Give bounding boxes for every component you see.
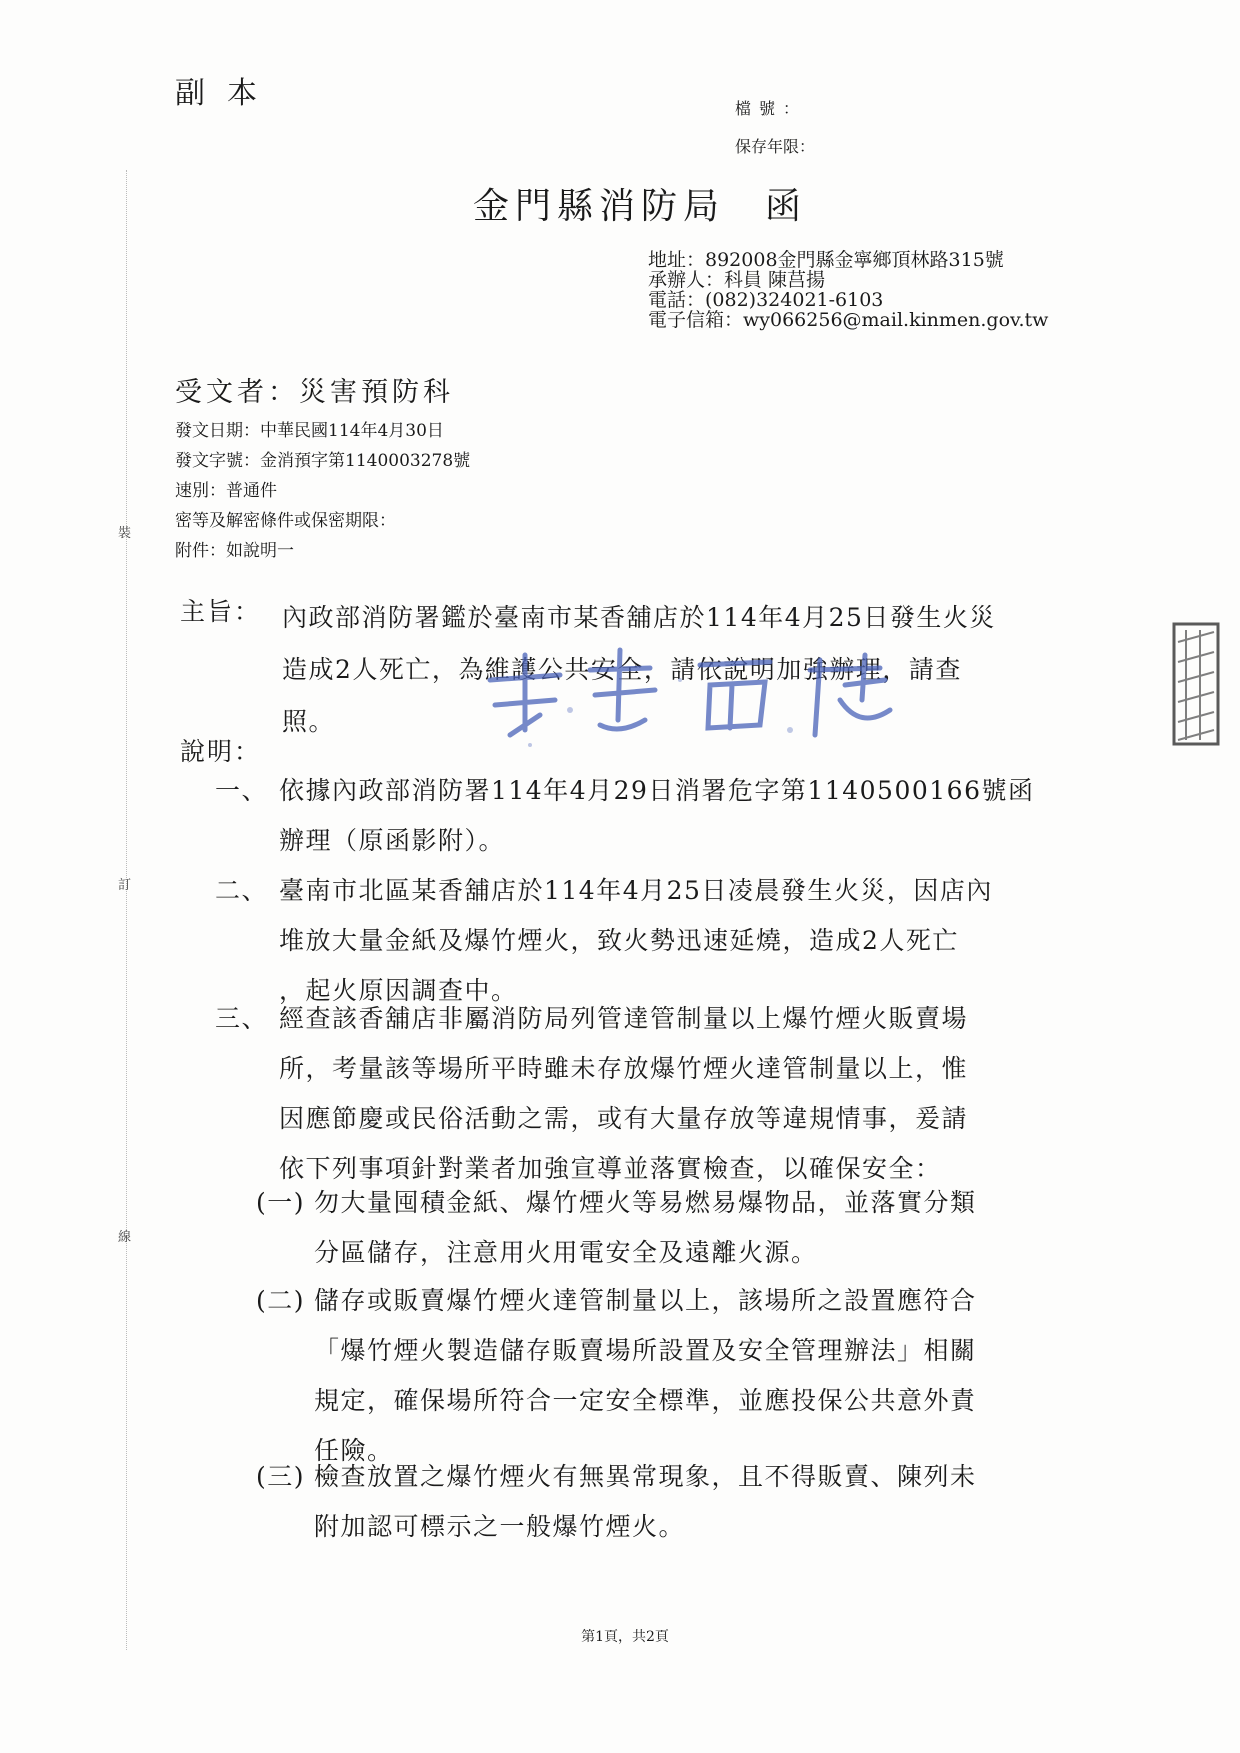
subject-line: 造成2人死亡，為維護公共安全，請依說明加強辦理，請查 xyxy=(282,655,962,684)
binding-mark-ding: 訂 xyxy=(118,878,132,893)
title-organization: 金門縣消防局 xyxy=(472,186,725,227)
subject-body xyxy=(282,592,1132,748)
subject-line: 照。 xyxy=(282,707,336,736)
document-meta xyxy=(175,416,470,566)
sub-item-line: 分區儲存，注意用火用電安全及遠離火源。 xyxy=(314,1238,818,1267)
page-number: 第1頁，共2頁 xyxy=(581,1629,669,1645)
binding-mark-zhuang: 裝 xyxy=(118,526,132,541)
subject-line: 內政部消防署鑑於臺南市某香舖店於114年4月25日發生火災 xyxy=(282,603,996,632)
sub-item-line: 儲存或販賣爆竹煙火達管制量以上，該場所之設置應符合 xyxy=(314,1286,977,1315)
sub-item-line: 勿大量囤積金紙、爆竹煙火等易燃易爆物品，並落實分類 xyxy=(314,1188,977,1217)
title-type: 函 xyxy=(765,186,808,227)
secrecy-level: 密等及解密條件或保密期限： xyxy=(175,511,396,531)
sub-item-line: 附加認可標示之一般爆竹煙火。 xyxy=(314,1512,686,1541)
sub-item-line: 「爆竹煙火製造儲存販賣場所設置及安全管理辦法」相關 xyxy=(314,1336,977,1365)
explanation-label: 說明： xyxy=(180,737,262,766)
sub-item-number: (一) xyxy=(256,1188,306,1217)
contact-block xyxy=(648,250,1048,330)
item-line: 因應節慶或民俗活動之需，或有大量存放等違規情事，爰請 xyxy=(279,1104,969,1133)
recipient: 受文者：災害預防科 xyxy=(175,377,454,408)
item-number: 一、 xyxy=(215,776,269,805)
subject-label: 主旨： xyxy=(180,597,262,626)
sub-item-line: 任險。 xyxy=(314,1436,394,1465)
sub-item-line: 檢查放置之爆竹煙火有無異常現象，且不得販賣、陳列未 xyxy=(314,1462,977,1491)
item-line: ，起火原因調查中。 xyxy=(279,976,518,1005)
item-line: 經查該香舖店非屬消防局列管達管制量以上爆竹煙火販賣場 xyxy=(279,1004,969,1033)
copy-mark: 副本 xyxy=(175,76,279,111)
contact-email: 電子信箱：wy066256@mail.kinmen.gov.tw xyxy=(648,309,1049,331)
document-number: 發文字號：金消預字第1140003278號 xyxy=(175,451,471,471)
contact-handler: 承辦人：科員 陳莒揚 xyxy=(648,269,826,291)
item-line: 堆放大量金紙及爆竹煙火，致火勢迅速延燒，造成2人死亡 xyxy=(279,926,959,955)
item-number: 三、 xyxy=(215,1004,269,1033)
retention-period-label: 保存年限： xyxy=(735,137,816,156)
delivery-speed: 速別：普通件 xyxy=(175,481,277,501)
item-line: 辦理（原函影附）。 xyxy=(279,826,506,855)
official-seal-fragment xyxy=(1166,622,1220,748)
sub-item-line: 規定，確保場所符合一定安全標準，並應投保公共意外責 xyxy=(314,1386,977,1415)
document-title xyxy=(0,178,1240,229)
file-number-label: 檔號： xyxy=(735,99,808,118)
attachment-note: 附件：如說明一 xyxy=(175,541,294,561)
sub-item-number: (三) xyxy=(256,1462,306,1491)
item-line: 依下列事項針對業者加強宣導並落實檢查，以確保安全： xyxy=(279,1154,942,1183)
binding-line xyxy=(126,170,127,1650)
binding-mark-xian: 線 xyxy=(118,1230,132,1245)
item-number: 二、 xyxy=(215,876,269,905)
contact-address: 地址：892008金門縣金寧鄉頂林路315號 xyxy=(648,249,1004,271)
sub-item-number: (二) xyxy=(256,1286,306,1315)
item-line: 依據內政部消防署114年4月29日消署危字第1140500166號函 xyxy=(279,776,1035,805)
contact-phone: 電話：(082)324021-6103 xyxy=(648,289,884,311)
item-line: 所，考量該等場所平時雖未存放爆竹煙火達管制量以上，惟 xyxy=(279,1054,969,1083)
item-line: 臺南市北區某香舖店於114年4月25日凌晨發生火災，因店內 xyxy=(279,876,993,905)
issue-date: 發文日期：中華民國114年4月30日 xyxy=(175,421,444,441)
